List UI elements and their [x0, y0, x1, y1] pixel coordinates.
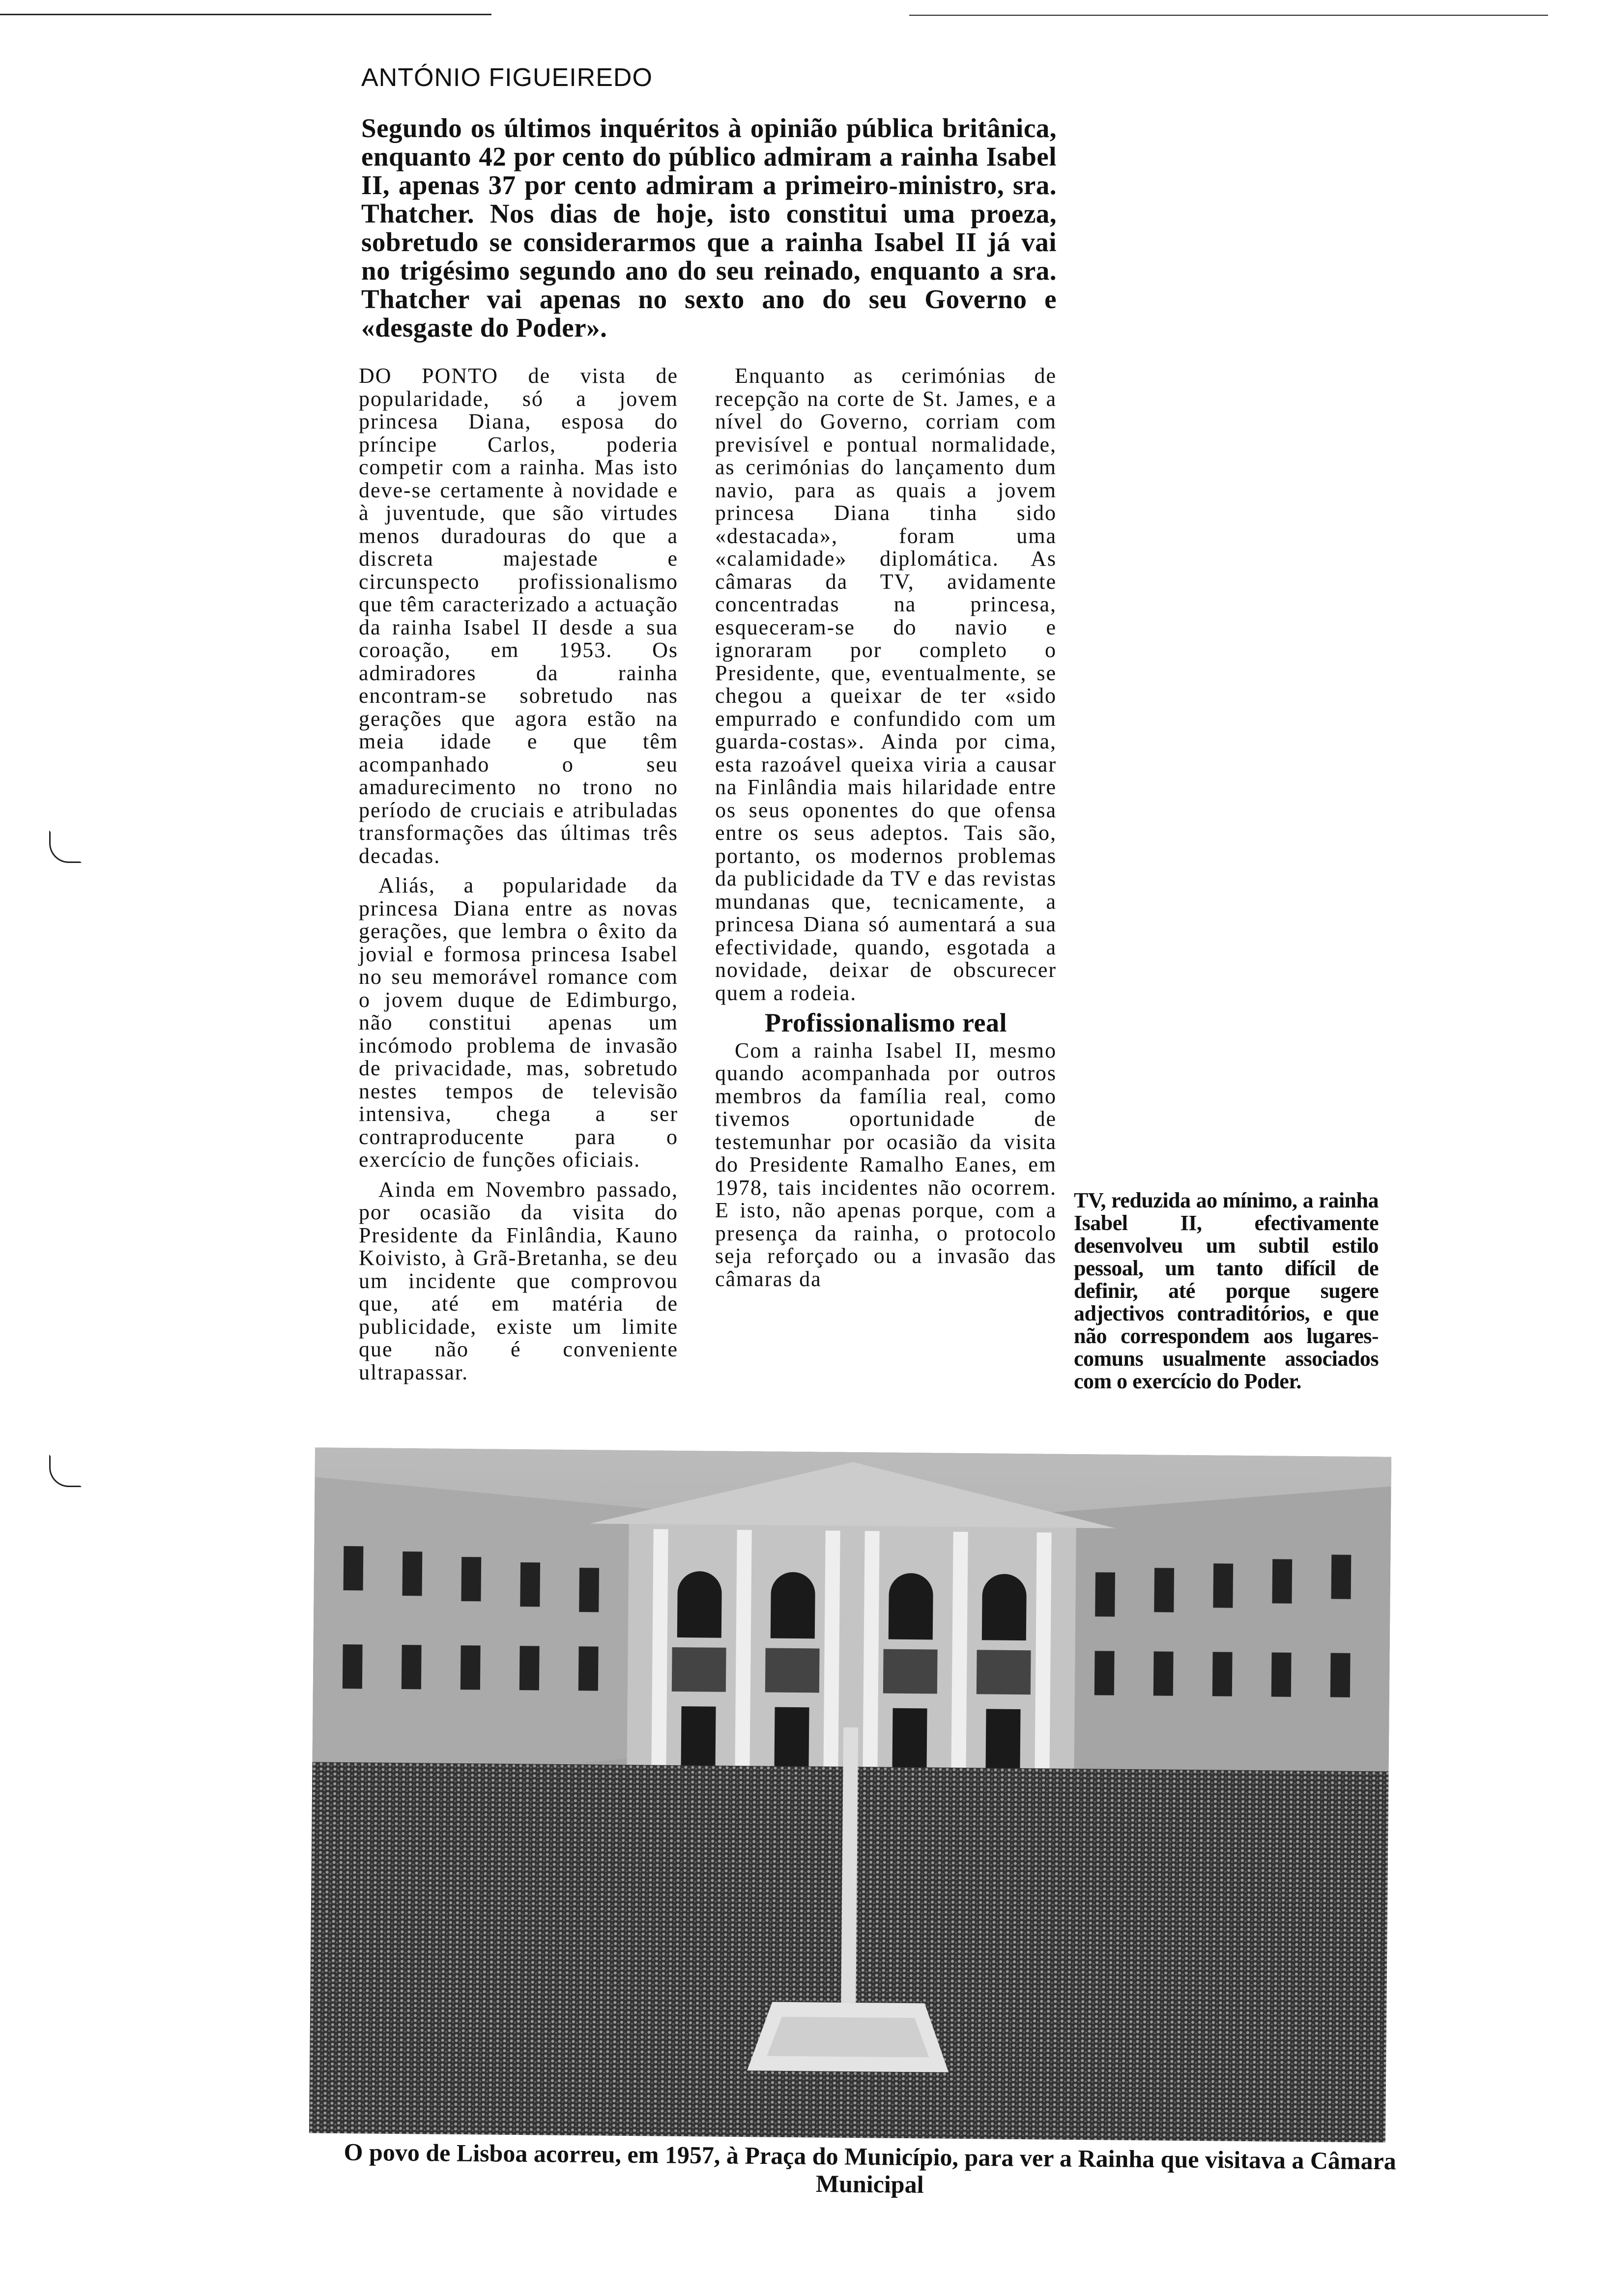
article-column-3	[1074, 1189, 1379, 1393]
lead-paragraph: Segundo os últimos inquéritos à opinião pública britânica, enquanto 42 por cento do público admiram a rainha Isabel II, apenas 37 por cento admiram a primeiro-ministro, sra. Thatcher. Nos dias de hoje, isto constitui uma proeza, sobretudo se considerarmos que a rainha Isabel II já vai no trigésimo segundo ano do seu reinado, enquanto a sra. Thatcher vai apenas no sexto ano do seu Governo e «desgaste do Poder».	[361, 113, 1057, 343]
article-column-1	[359, 365, 678, 1391]
photo-caption: O povo de Lisboa acorreu, em 1957, à Praça do Município, para ver a Rainha que visitava a Câmara Municipal	[344, 2138, 1397, 2198]
article-column-2	[715, 365, 1057, 1297]
paragraph: Enquanto as cerimónias de recepção na corte de St. James, e a nível do Governo, corriam com previsível e pontual normalidade, as cerimónias do lançamento dum navio, para as quais a jovem princesa Diana tinha sido «destacada», foram uma «calamidade» diplomática. As câmaras da TV, avidamente concentradas na princesa, esqueceram-se do navio e ignoraram por completo o Presidente, que, eventualmente, se chegou a queixar de ter «sido empurrado e confundido com um guarda-costas». Ainda por cima, esta razoável queixa viria a causar na Finlândia mais hilaridade entre os seus oponentes do que ofensa entre os seus adeptos. Tais são, portanto, os modernos problemas da publicidade da TV e das revistas mundanas que, tecnicamente, a princesa Diana só aumentará a sua efectividade, quando, esgotada a novidade, deixar de obscurecer quem a rodeia.	[715, 364, 1057, 1005]
top-rule	[909, 15, 1548, 16]
photo-praca-do-municipio	[309, 1447, 1391, 2142]
paragraph: TV, reduzida ao mínimo, a rainha Isabel II, efectivamente desenvolveu um subtil estilo pessoal, um tanto difícil de definir, até porque sugere adjectivos contraditórios, e que não correspondem aos lugares-comuns usualmente associados com o exercício do Poder.	[1074, 1188, 1379, 1393]
byline: ANTÓNIO FIGUEIREDO	[361, 63, 653, 92]
paragraph: Ainda em Novembro passado, por ocasião da visita do Presidente da Finlândia, Kauno Koivisto, à Grã-Bretanha, se deu um incidente que comprovou que, até em matéria de publicidade, existe um limite que não é conveniente ultrapassar.	[359, 1177, 678, 1384]
left-building	[312, 1477, 659, 1794]
top-rule	[0, 14, 491, 15]
paragraph: DO PONTO de vista de popularidade, só a jovem princesa Diana, esposa do príncipe Carlos, poderia competir com a rainha. Mas isto deve-se certamente à novidade e à juventude, que são virtudes menos duradouras do que a discreta majestade e circunspecto profissionalismo que têm caracterizado a actuação da rainha Isabel II desde a sua coroação, em 1953. Os admiradores da rainha encontram-se sobretudo nas gerações que agora estão na meia idade e que têm acompanhado o seu amadurecimento no trono no período de cruciais e atribuladas transformações das últimas três decadas.	[359, 364, 678, 868]
binding-mark	[49, 1455, 82, 1487]
right-building	[1044, 1483, 1391, 1801]
paragraph: Aliás, a popularidade da princesa Diana entre as novas gerações, que lembra o êxito da jovial e formosa princesa Isabel no seu memorável romance com o jovem duque de Edimburgo, não constitui apenas um incómodo problema de invasão de privacidade, mas, sobretudo nestes tempos de televisão intensiva, chega a ser contraproducente para o exercício de funções oficiais.	[359, 873, 678, 1172]
paragraph: Com a rainha Isabel II, mesmo quando acompanhada por outros membros da família real, como tivemos oportunidade de testemunhar por ocasião da visita do Presidente Ramalho Eanes, em 1978, tais incidentes não ocorrem. E isto, não apenas porque, com a presença da rainha, o protocolo seja reforçado ou a invasão das câmaras da	[715, 1038, 1057, 1291]
binding-mark	[49, 831, 82, 863]
subheading: Profissionalismo real	[765, 1008, 1007, 1037]
photo-image	[309, 1447, 1391, 2142]
